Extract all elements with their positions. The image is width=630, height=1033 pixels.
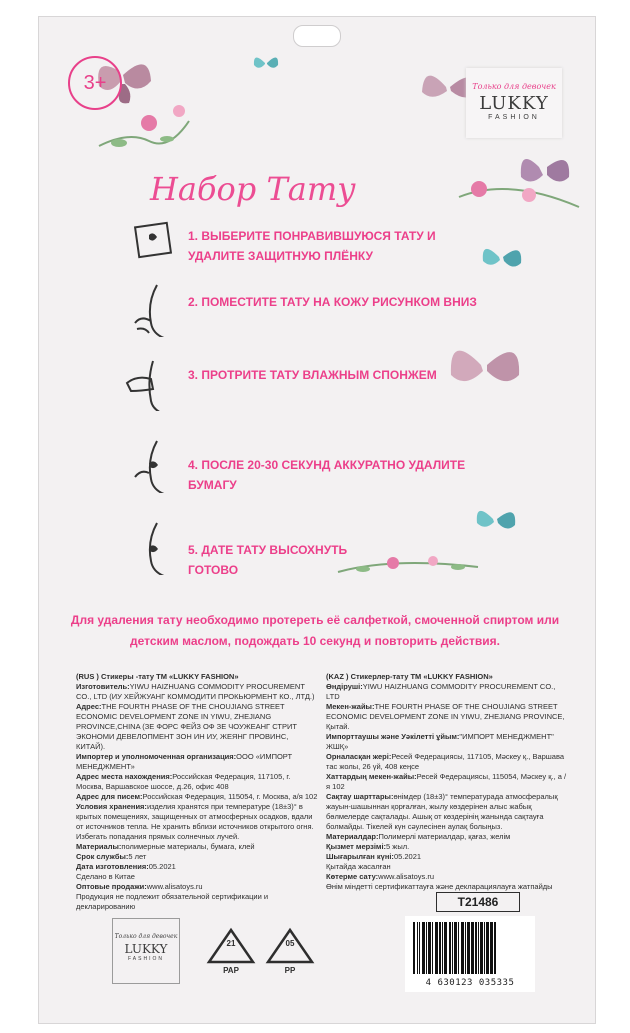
info-rus-row: Продукция не подлежит обязательной сертификации и декларированию <box>76 892 269 911</box>
info-rus-row: Оптовые продажи:www.alisatoys.ru <box>76 882 203 891</box>
info-kaz-row: Шығарылған күні:05.2021 <box>326 852 422 861</box>
age-badge: 3+ <box>68 56 122 110</box>
info-rus-row: Адрес для писем:Российская Федерация, 115054, г. Москва, а/я 102 <box>76 792 318 801</box>
barcode-bars <box>405 920 535 980</box>
barcode <box>405 916 535 992</box>
info-kaz-row: Өнім міндетті сертификаттауға және декларациялауға жатпайды <box>326 882 553 891</box>
brand-logo-sub: FASHION <box>488 114 540 121</box>
recycle-pap-label: PAP <box>223 966 239 975</box>
wipe-sponge-icon <box>123 357 177 411</box>
info-kaz-row: Қытайда жасалған <box>326 862 391 871</box>
warning-text: Для удаления тату необходимо протереть её салфеткой, смоченной спиртом или детским маслом, подождать 10 секунд и повторить действия. <box>70 613 560 648</box>
info-kaz-row: Хаттардың мекен-жайы:Ресей Федерациясы, 115054, Мәскеу қ., а / я 102 <box>326 772 567 791</box>
info-rus-row: Условия хранения:изделия хранятся при температуре (18±3)° в крытых помещениях, защищенных от атмосферных осадков, вдали от источников тепла. Не хранить вблизи источников открытого огня. Избегать попадания прямых солнечных лучей. <box>76 802 314 841</box>
info-kaz-row: Көтерме сату:www.alisatoys.ru <box>326 872 435 881</box>
brand-logo-small-sub: FASHION <box>128 956 164 962</box>
info-rus-row: Дата изготовления:05.2021 <box>76 862 176 871</box>
brand-logo-small <box>112 918 180 984</box>
info-rus-row: Срок службы:5 лет <box>76 852 147 861</box>
info-rus <box>76 672 318 912</box>
page-title: Набор Тату <box>150 170 356 208</box>
info-kaz <box>326 672 568 892</box>
dry-tattoo-icon <box>127 521 181 575</box>
info-kaz-row: Мекен-жайы:THE FOURTH PHASE OF THE CHOUJIANG STREET ECONOMIC DEVELOPMENT ZONE IN YIWU, ZHEJIANG PROVINCE, Қытай. <box>326 702 565 731</box>
info-kaz-row: Қызмет мерзімі:5 жыл. <box>326 842 410 851</box>
info-kaz-row: Орналасқан жері:Ресей Федерациясы, 117105, Мәскеу қ., Варшава тас жолы, 26 үй, 408 кеңсе <box>326 752 565 771</box>
step-1-text: 1. ВЫБЕРИТЕ ПОНРАВИВШУЮСЯ ТАТУ И УДАЛИТЕ ЗАЩИТНУЮ ПЛЁНКУ <box>188 229 436 263</box>
info-rus-row: Материалы:полимерные материалы, бумага, клей <box>76 842 255 851</box>
brand-logo-name: LUKKY <box>479 93 549 114</box>
barcode-number: 4 630123 035335 <box>425 978 515 988</box>
recycle-pp-icon <box>264 926 316 978</box>
info-kaz-heading: (KAZ ) Стикерлер-тату ТМ «LUKKY FASHION» <box>326 672 493 681</box>
info-kaz-row: Материалдар:Полимерлі материалдар, қағаз, желім <box>326 832 511 841</box>
info-rus-row: Сделано в Китае <box>76 872 135 881</box>
recycle-pp-number: 05 <box>285 939 295 948</box>
flower-butterfly-right-decoration <box>439 137 589 227</box>
step-2-text: 2. ПОМЕСТИТЕ ТАТУ НА КОЖУ РИСУНКОМ ВНИЗ <box>188 295 477 309</box>
recycle-pap-icon <box>205 926 257 978</box>
step-3-text: 3. ПРОТРИТЕ ТАТУ ВЛАЖНЫМ СПОНЖЕМ <box>188 368 437 382</box>
brand-logo-script: Только для девочек <box>472 82 556 91</box>
product-code: T21486 <box>436 892 520 912</box>
info-rus-row: Изготовитель:YIWU HAIZHUANG COMMODITY PROCUREMENT CO., LTD (ИУ ХЕЙЖУАНГ КОММОДИТИ ПРОКЬЮРМЕНТ КО., ЛТД.) <box>76 682 315 701</box>
step-4-text: 4. ПОСЛЕ 20-30 СЕКУНД АККУРАТНО УДАЛИТЕ БУМАГУ <box>188 458 466 492</box>
tattoo-sheet-icon <box>127 213 181 267</box>
info-kaz-row: Сақтау шарттары:өнімдер (18±3)° температурада атмосфералық жауын-шашыннан қорғалған, жылу көздерінен алыс жабық бөлмелерде сақталады. Ашық от көздерінің жанында сақтауға болмайды. Тікелей күн сәулесінен аулақ болыңыз. <box>326 792 558 831</box>
recycle-pap-number: 21 <box>226 939 236 948</box>
info-rus-heading: (RUS ) Стикеры -тату ТМ «LUKKY FASHION» <box>76 672 239 681</box>
brand-logo-small-name: LUKKY <box>124 942 168 956</box>
info-kaz-row: Өндіруші:YIWU HAIZHUANG COMMODITY PROCUREMENT CO., LTD <box>326 682 556 701</box>
info-rus-row: Импортер и уполномоченная организация:ООО «ИМПОРТ МЕНЕДЖМЕНТ» <box>76 752 293 771</box>
info-kaz-row: Импорттаушы және Уәкілетті ұйым:"ИМПОРТ МЕНЕДЖМЕНТ" ЖШҚ» <box>326 732 554 751</box>
brand-logo-small-script: Только для девочек <box>114 933 178 940</box>
small-butterfly-decoration <box>251 51 281 75</box>
hang-hole <box>293 25 341 47</box>
place-on-skin-icon <box>127 283 181 337</box>
info-rus-row: Адрес:THE FOURTH PHASE OF THE CHOUJIANG STREET ECONOMIC DEVELOPMENT ZONE IN YIWU, ZHEJIANG PROVINCE,CHINA (ЗЕ ФОРС ФЕЙЗ ОФ ЗЕ ЧОУЖЕАНГ СТРИТ ЭКОНОМИ ДЕВЕЛОПМЕНТ ЗОН ИН ИУ, ЖЕЯНГ ПРОВИНС, КИТАЙ). <box>76 702 297 751</box>
brand-logo <box>466 68 562 138</box>
step-5-text: 5. ДАТЕ ТАТУ ВЫСОХНУТЬ ГОТОВО <box>188 543 348 577</box>
recycle-pp-label: PP <box>284 966 296 975</box>
info-rus-row: Адрес места нахождения:Российская Федерация, 117105, г. Москва, Варшавское шоссе, д.26, офис 408 <box>76 772 291 791</box>
remove-paper-icon <box>127 439 181 493</box>
